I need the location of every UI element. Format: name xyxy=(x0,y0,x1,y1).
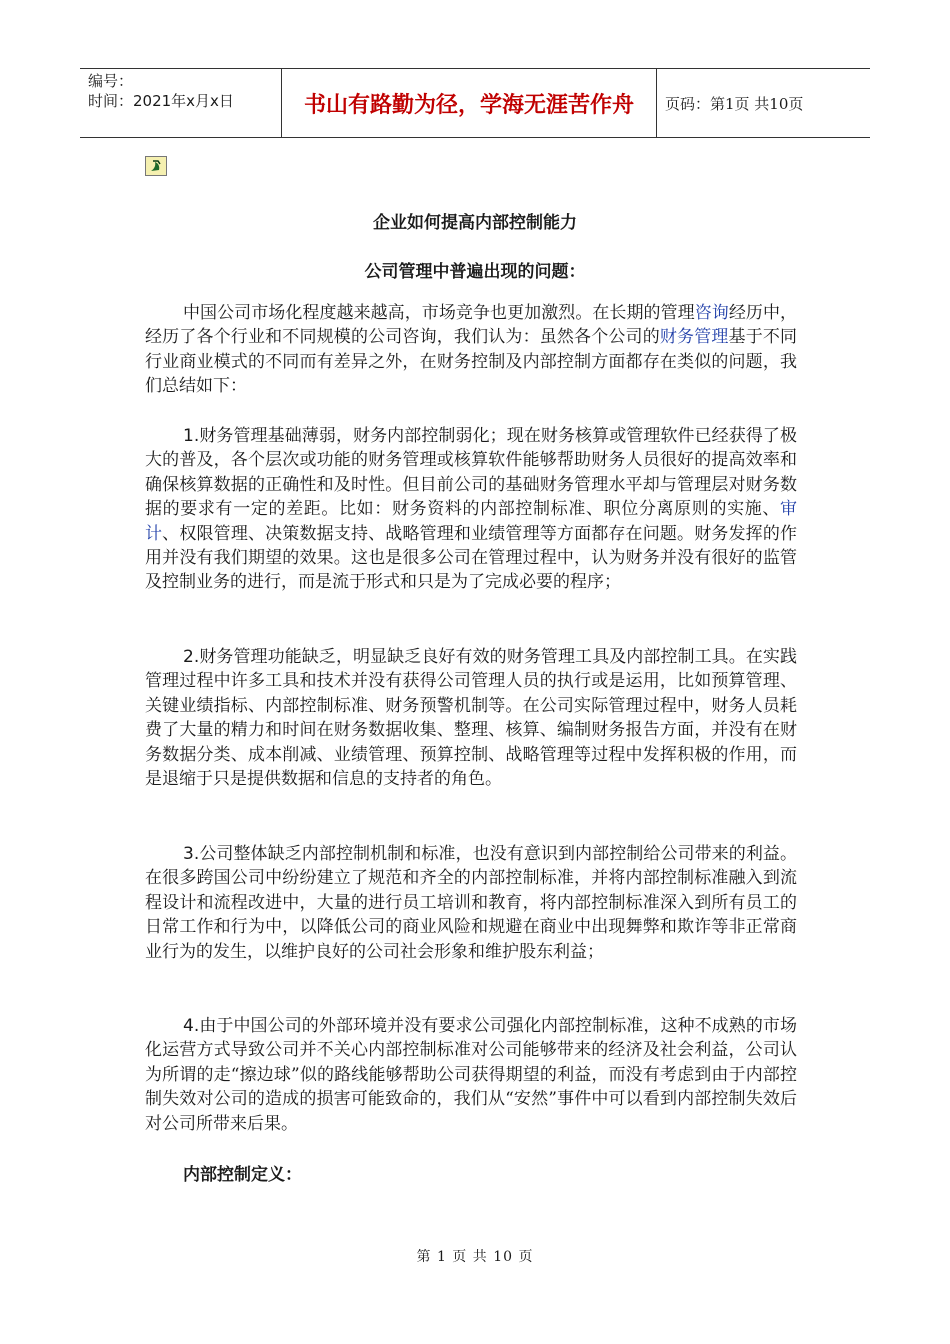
header-meta-cell xyxy=(80,69,282,137)
section-heading: 内部控制定义： xyxy=(183,1165,302,1185)
paragraph-point-4 xyxy=(145,1014,797,1136)
document-subtitle: 公司管理中普遍出现的问题： xyxy=(364,262,586,282)
link-audit[interactable]: 审计 xyxy=(145,499,797,544)
paragraph-point-2 xyxy=(145,645,797,791)
paragraph-text: 财务管理功能缺乏，明显缺乏良好有效的财务管理工具及内部控制工具。在实践管理过程中许多工具和技术并没有获得公司管理人员的执行或是运用，比如预算管理、关键业绩指标、内部控制标准、财务预警机制等。在公司实际管理过程中，财务人员耗费了大量的精力和时间在财务数据收集、整理、核算、编制财务报告方面，并没有在财务数据分类、成本削减、业绩管理、预算控制、战略管理等过程中发挥积极的作用，而是退缩于只是提供数据和信息的支持者的角色。 xyxy=(145,647,797,790)
document-title: 企业如何提高内部控制能力 xyxy=(373,213,577,233)
paragraph-point-1 xyxy=(145,424,797,595)
point-number: 1. xyxy=(183,426,200,446)
document-date-label: 时间：2021年x月x日 xyxy=(88,92,234,110)
link-financial-management[interactable]: 财务管理 xyxy=(659,327,729,348)
point-number: 2. xyxy=(183,647,200,667)
paragraph-text: 公司整体缺乏内部控制机制和标准，也没有意识到内部控制给公司带来的利益。在很多跨国公司中纷纷建立了规范和齐全的内部控制标准，并将内部控制标准融入到流程设计和流程改进中，大量的进行员工培训和教育，将内部控制标准深入到所有员工的日常工作和行为中，以降低公司的商业风险和规避在商业中出现舞弊和欺诈等非正常商业行为的发生，以维护良好的公司社会形象和维护股东利益； xyxy=(145,844,797,962)
paragraph-text: 经历中，经历了各个行业和不同规模的公司咨询，我们认为：虽然各个公司的 xyxy=(145,303,798,348)
link-consulting[interactable]: 咨询 xyxy=(694,303,729,323)
page-footer: 第 1 页 共 10 页 xyxy=(416,1249,534,1265)
document-icon[interactable] xyxy=(145,156,167,176)
paragraph-text: 、权限管理、决策数据支持、战略管理和业绩管理等方面都存在问题。财务发挥的作用并没有我们期望的效果。这也是很多公司在管理过程中，认为财务并没有很好的监管及控制业务的进行，而是流于形式和只是为了完成必要的程序； xyxy=(145,523,798,593)
paragraph-text: 由于中国公司的外部环境并没有要求公司强化内部控制标准，这种不成熟的市场化运营方式导致公司并不关心内部控制标准对公司能够带来的经济及社会利益，公司认为所谓的走“擦边球”似的路线能够帮助公司获得期望的利益，而没有考虑到由于内部控制失效对公司的造成的损害可能致命的，我们从“安然”事件中可以看到内部控制失效后对公司所带来后果。 xyxy=(145,1016,797,1134)
paragraph-point-3 xyxy=(145,842,797,964)
paragraph-text: 财务管理基础薄弱，财务内部控制弱化；现在财务核算或管理软件已经获得了极大的普及，各个层次或功能的财务管理或核算软件能够帮助财务人员很好的提高效率和确保核算数据的正确性和及时性。但目前公司的基础财务管理水平却与管理层对财务数据的要求有一定的差距。比如：财务资料的内部控制标准、职位分离原则的实施、 xyxy=(145,426,797,520)
header-table xyxy=(80,68,870,138)
point-number: 3. xyxy=(183,844,200,864)
paragraph-intro xyxy=(145,301,797,399)
document-number-label: 编号： xyxy=(88,72,134,90)
header-motto: 书山有路勤为径，学海无涯苦作舟 xyxy=(282,69,657,137)
header-page-info: 页码：第1页 共10页 xyxy=(665,94,804,113)
paragraph-text: 中国公司市场化程度越来越高，市场竞争也更加激烈。在长期的管理 xyxy=(183,303,695,323)
paragraph-text: 基于不同行业商业模式的不同而有差异之外，在财务控制及内部控制方面都存在类似的问题，我们总结如下： xyxy=(145,327,798,397)
point-number: 4. xyxy=(183,1016,200,1036)
